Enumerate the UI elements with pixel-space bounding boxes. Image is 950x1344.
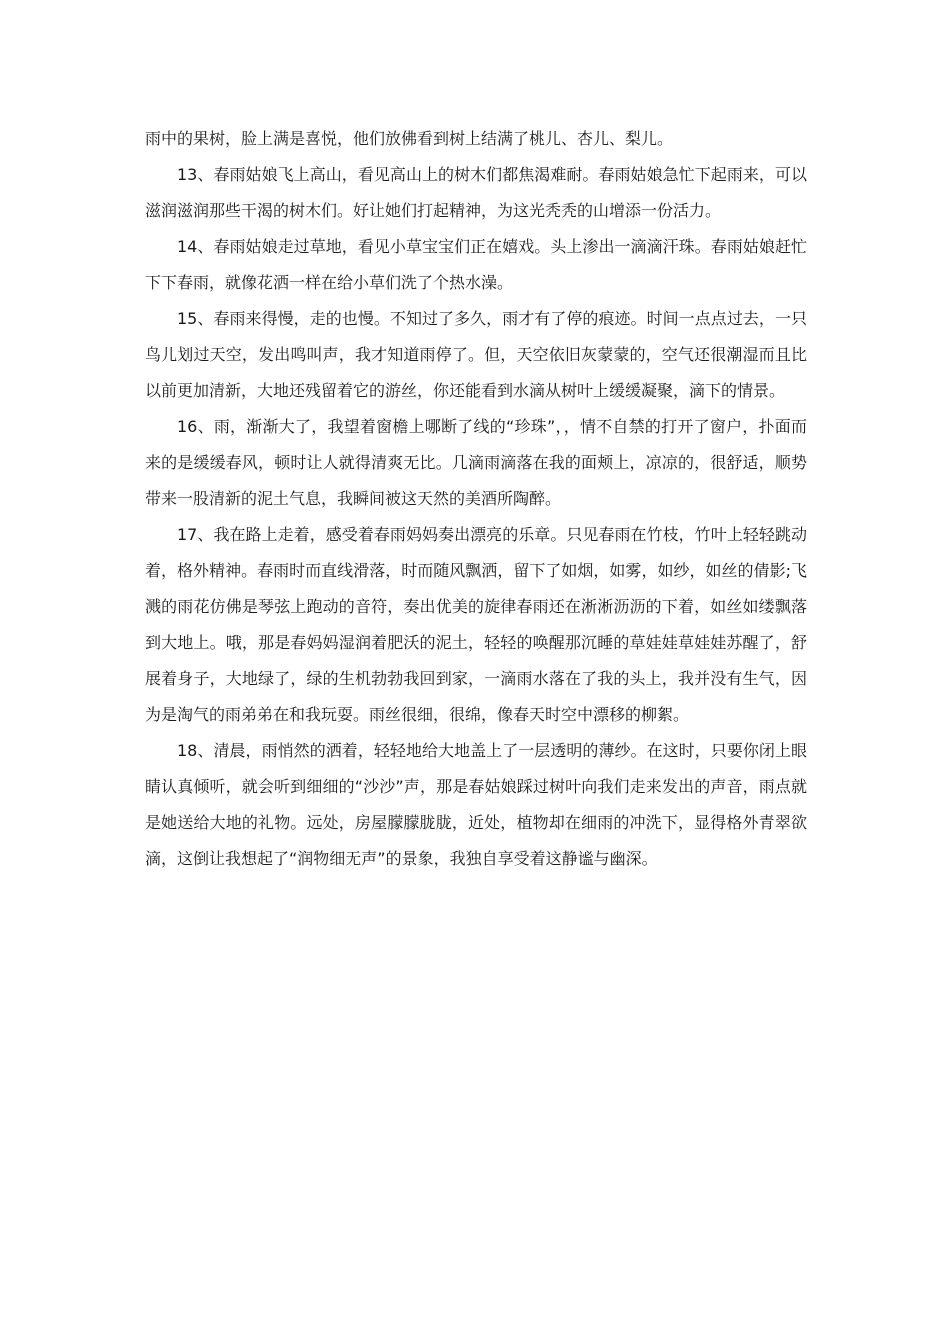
- paragraph-13: 13、春雨姑娘飞上高山，看见高山上的树木们都焦渴难耐。春雨姑娘急忙下起雨来，可以滋润滋润那些干渴的树木们。好让她们打起精神，为这光秃秃的山增添一份活力。: [145, 165, 807, 220]
- document-body: [145, 121, 807, 877]
- paragraph-15: 15、春雨来得慢，走的也慢。不知过了多久，雨才有了停的痕迹。时间一点点过去，一只鸟儿划过天空，发出鸣叫声，我才知道雨停了。但，天空依旧灰蒙蒙的，空气还很潮湿而且比以前更加清新，大地还残留着它的游丝，你还能看到水滴从树叶上缓缓凝聚，滴下的情景。: [145, 309, 807, 400]
- paragraph-14: 14、春雨姑娘走过草地，看见小草宝宝们正在嬉戏。头上渗出一滴滴汗珠。春雨姑娘赶忙下下春雨，就像花洒一样在给小草们洗了个热水澡。: [145, 237, 807, 292]
- paragraph-16: 16、雨，渐渐大了，我望着窗檐上哪断了线的“珍珠”，，情不自禁的打开了窗户，扑面而来的是缓缓春风，顿时让人就得清爽无比。几滴雨滴落在我的面颊上，凉凉的，很舒适，顺势带来一股清新的泥土气息，我瞬间被这天然的美酒所陶醉。: [145, 417, 807, 508]
- paragraph-continuation: 雨中的果树，脸上满是喜悦，他们放佛看到树上结满了桃儿、杏儿、梨儿。: [145, 129, 674, 148]
- paragraph-17: 17、我在路上走着，感受着春雨妈妈奏出漂亮的乐章。只见春雨在竹枝，竹叶上轻轻跳动着，格外精神。春雨时而直线滑落，时而随风飘洒，留下了如烟，如雾，如纱，如丝的倩影;飞溅的雨花仿佛是琴弦上跑动的音符，奏出优美的旋律春雨还在淅淅沥沥的下着，如丝如缕飘落到大地上。哦，那是春妈妈湿润着肥沃的泥土，轻轻的唤醒那沉睡的草娃娃草娃娃苏醒了，舒展着身子，大地绿了，绿的生机勃勃我回到家，一滴雨水落在了我的头上，我并没有生气，因为是淘气的雨弟弟在和我玩耍。雨丝很细，很绵，像春天时空中漂移的柳絮。: [145, 525, 807, 724]
- paragraph-18: 18、清晨，雨悄然的洒着，轻轻地给大地盖上了一层透明的薄纱。在这时，只要你闭上眼睛认真倾听，就会听到细细的“沙沙”声，那是春姑娘踩过树叶向我们走来发出的声音，雨点就是她送给大地的礼物。远处，房屋朦朦胧胧，近处，植物却在细雨的冲洗下，显得格外青翠欲滴，这倒让我想起了“润物细无声”的景象，我独自享受着这静谧与幽深。: [145, 741, 807, 868]
